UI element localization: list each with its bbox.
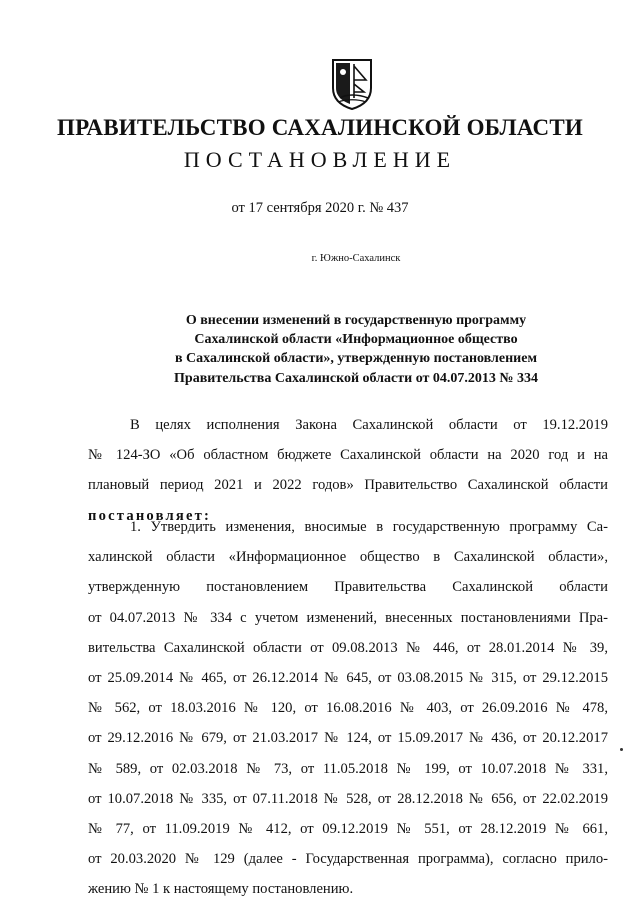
coat-of-arms-icon <box>330 58 374 110</box>
organization-name: ПРАВИТЕЛЬСТВО САХАЛИНСКОЙ ОБЛАСТИ <box>57 115 583 140</box>
item-line: № 589, от 02.03.2018 № 73, от 11.05.2018 № 199, от 10.07.2018 № 331, <box>88 760 608 777</box>
item-line: № 77, от 11.09.2019 № 412, от 09.12.2019 № 551, от 28.12.2019 № 661, <box>88 821 608 838</box>
item-line: халинской области «Информационное общество в Сахалинской области», <box>88 549 608 566</box>
decree-word: постановляет: <box>88 507 212 524</box>
item-line: от 20.03.2020 № 129 (далее - Государственная программа), согласно прило- <box>88 851 608 868</box>
item-line: от 04.07.2013 № 334 с учетом изменений, внесенных постановлениями Пра- <box>88 609 608 626</box>
item-line: утвержденную постановлением Правительства Сахалинской области <box>88 579 608 596</box>
item-line: № 562, от 18.03.2016 № 120, от 16.08.2016 № 403, от 26.09.2016 № 478, <box>88 700 608 717</box>
item-line: жению № 1 к настоящему постановлению. <box>88 881 354 898</box>
document-subject <box>0 311 640 388</box>
subject-line: Правительства Сахалинской области от 04.07.2013 № 334 <box>174 370 538 386</box>
subject-line: О внесении изменений в государственную программу <box>185 313 527 328</box>
item-line: вительства Сахалинской области от 09.08.2013 № 446, от 28.01.2014 № 39, <box>88 639 608 656</box>
item-1-paragraph <box>88 512 608 905</box>
preamble-line: плановый период 2021 и 2022 годов» Правительство Сахалинской области <box>88 477 608 494</box>
document-type: ПОСТАНОВЛЕНИЕ <box>183 147 457 172</box>
document-place: г. Южно-Сахалинск <box>311 253 401 264</box>
item-line: от 10.07.2018 № 335, от 07.11.2018 № 528, от 28.12.2018 № 656, от 22.02.2019 <box>88 790 608 807</box>
document-date-number: от 17 сентября 2020 г. № 437 <box>231 200 409 216</box>
subject-line: Сахалинской области «Информационное общество <box>194 332 518 348</box>
subject-line: в Сахалинской области», утвержденную постановлением <box>174 351 537 367</box>
item-line: от 29.12.2016 № 679, от 21.03.2017 № 124, от 15.09.2017 № 436, от 20.12.2017 <box>88 730 608 747</box>
preamble-line: В целях исполнения Закона Сахалинской области от 19.12.2019 <box>130 417 608 433</box>
preamble-line: № 124-ЗО «Об областном бюджете Сахалинской области на 2020 год и на <box>88 447 608 464</box>
scan-speck <box>620 748 623 751</box>
item-line: 1. Утвердить изменения, вносимые в государственную программу Са- <box>130 519 608 535</box>
item-line: от 25.09.2014 № 465, от 26.12.2014 № 645, от 03.08.2015 № 315, от 29.12.2015 <box>88 670 608 687</box>
